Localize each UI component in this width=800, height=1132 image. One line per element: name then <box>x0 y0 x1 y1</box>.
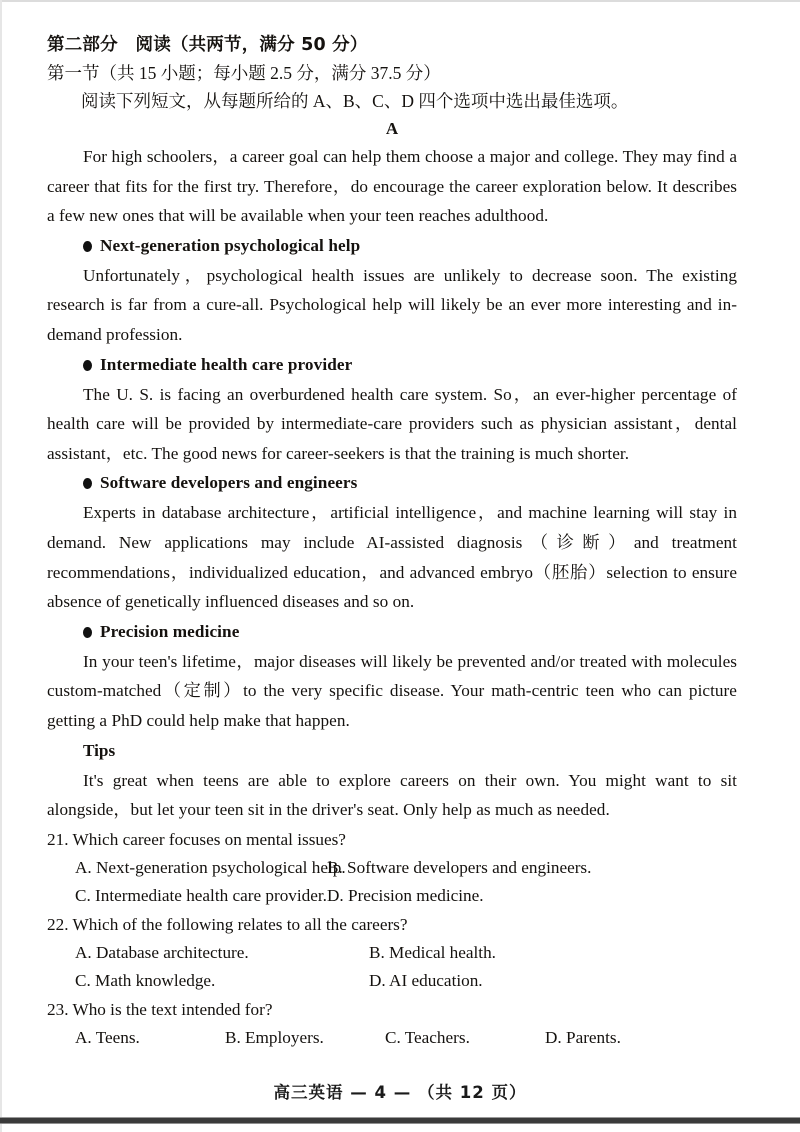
question-21-stem: 21. Which career focuses on mental issues? <box>47 829 346 849</box>
bullet-heading-3 <box>47 468 737 498</box>
section-body-4: In your teen's lifetime，major diseases will likely be prevented and/or treated with molecules custom-matched（定制）to the very specific disease. Your math-centric teen who can picture getting a PhD could help make that happen. <box>47 651 737 730</box>
scan-top-edge <box>0 0 800 2</box>
bullet-heading-1-label: Next-generation psychological help <box>100 235 361 255</box>
bullet-heading-2-label: Intermediate health care provider <box>100 354 353 374</box>
bullet-dot-icon <box>83 241 92 252</box>
option-23-A[interactable]: A. Teens. <box>75 1027 140 1047</box>
page-footer: 高三英语 — 4 — （共 12 页） <box>273 1083 527 1102</box>
option-21-A[interactable]: A. Next-generation psychological help. <box>75 857 346 877</box>
section-body-1: Unfortunately，psychological health issues are unlikely to decrease soon. The existing research is far from a cure-all. Psychological help will likely be an ever more interesting and in-demand profession. <box>47 265 737 344</box>
question-22-row-1 <box>47 939 737 967</box>
bullet-heading-2 <box>47 350 737 380</box>
passage-letter: A <box>385 119 399 138</box>
option-22-A[interactable]: A. Database architecture. <box>75 942 249 962</box>
option-22-D[interactable]: D. AI education. <box>369 970 483 990</box>
bullet-heading-1 <box>47 231 737 261</box>
option-22-B[interactable]: B. Medical health. <box>369 942 496 962</box>
question-21-row-2 <box>47 882 737 910</box>
section-body-2: The U. S. is facing an overburdened health care system. So，an ever-higher percentage of health care will be provided by intermediate-care providers such as physician assistant，dental assistant，etc. The good news for career-seekers is that the training is much shorter. <box>47 384 737 463</box>
scan-bottom-rule <box>0 1117 800 1124</box>
instruction-line: 阅读下列短文，从每题所给的 A、B、C、D 四个选项中选出最佳选项。 <box>81 91 629 111</box>
passage-intro: For high schoolers，a career goal can help them choose a major and college. They may find a career that fits for the first try. Therefore，do encourage the career exploration below. It describes a few new ones that will be available when your teen reaches adulthood. <box>47 147 737 226</box>
option-23-D[interactable]: D. Parents. <box>545 1027 621 1047</box>
option-21-C[interactable]: C. Intermediate health care provider. <box>75 885 327 905</box>
option-22-C[interactable]: C. Math knowledge. <box>75 970 216 990</box>
document-page <box>47 32 737 1052</box>
bullet-dot-icon <box>83 360 92 371</box>
bullet-dot-icon <box>83 627 92 638</box>
bullet-heading-3-label: Software developers and engineers <box>100 473 358 493</box>
part-heading: 第二部分 阅读（共两节，满分 50 分） <box>47 35 368 55</box>
question-22-row-2 <box>47 967 737 995</box>
question-22-stem: 22. Which of the following relates to all the careers? <box>47 914 408 934</box>
tips-heading: Tips <box>83 740 116 760</box>
bullet-heading-4 <box>47 617 737 647</box>
option-21-B[interactable]: B. Software developers and engineers. <box>327 857 592 877</box>
bullet-dot-icon <box>83 478 92 489</box>
section-heading: 第一节（共 15 小题；每小题 2.5 分，满分 37.5 分） <box>47 63 441 83</box>
tips-body: It's great when teens are able to explore careers on their own. You might want to sit alongside，but let your teen sit in the driver's seat. Only help as much as needed. <box>47 770 737 820</box>
question-21-row-1 <box>47 854 737 882</box>
option-23-B[interactable]: B. Employers. <box>225 1027 324 1047</box>
question-23-row-1 <box>47 1024 737 1052</box>
scan-left-edge <box>0 0 2 1132</box>
section-body-3: Experts in database architecture，artificial intelligence，and machine learning will stay in demand. New applications may include AI-assisted diagnosis（诊断）and treatment recommendations，individualized education，and advanced embryo（胚胎）selection to ensure absence of genetically influenced diseases and so on. <box>47 503 737 612</box>
option-23-C[interactable]: C. Teachers. <box>385 1027 470 1047</box>
question-23-stem: 23. Who is the text intended for? <box>47 999 273 1019</box>
bullet-heading-4-label: Precision medicine <box>100 621 240 641</box>
option-21-D[interactable]: D. Precision medicine. <box>327 885 484 905</box>
